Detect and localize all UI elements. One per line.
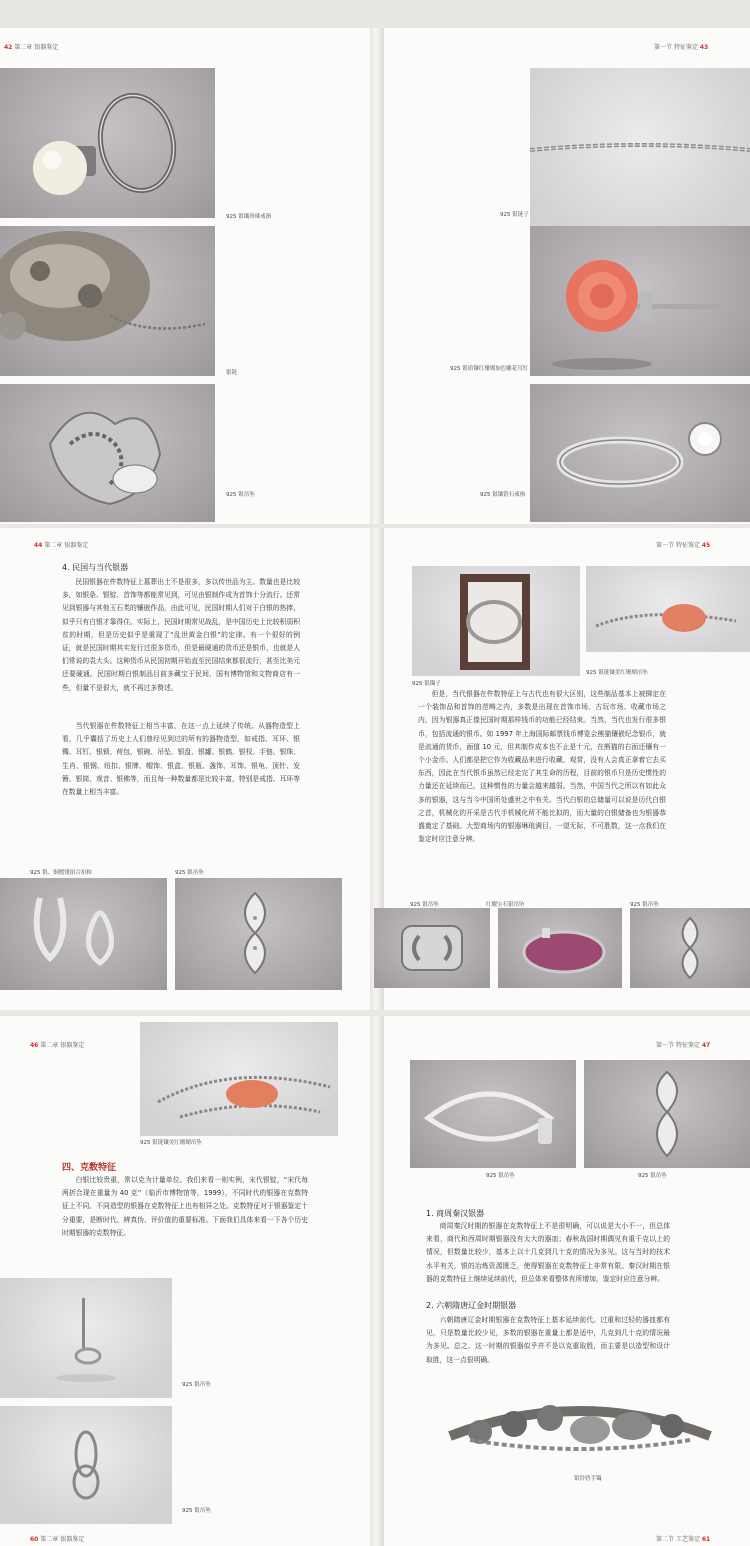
infinity-pendant-2-illustration: [584, 1060, 750, 1168]
running-header-left: 44 第二章 银器鉴定: [34, 542, 89, 549]
photo-pearl-ring: [0, 68, 215, 218]
body-paragraph: 六朝隋唐辽金时期银器在克数特征上基本延续前代。过重和过轻的器皿都有见，只是数量比较少见，多数的银器在重量上都是适中，几克到几十克的情况最为多见。总之，这一时期的银器似乎并不是以克重取胜，而主要是以造型和设计取胜，这一点很明确。: [426, 1316, 670, 1364]
photo-heart-pendant: [0, 384, 215, 522]
caption: 925 银链镶美红珊瑚吊坠: [140, 1140, 202, 1146]
page-number: 47: [701, 1042, 711, 1049]
heart-pendant-illustration: [0, 384, 215, 522]
photo-zircon-ring: [530, 384, 750, 522]
running-header-right: 第一节 特征鉴定 45: [656, 542, 711, 549]
caption: 925 银、铜镀铑组合扣和: [30, 870, 92, 876]
photo-double-c-pendant: [374, 908, 490, 988]
book-gutter: [370, 1016, 384, 1546]
caption: 925 银吊坠: [226, 492, 255, 498]
body-paragraph: 白银比较贵重，常以克为计量单位。我们来看一则实例，宋代银锭，“宋代每两折合现在重量为 40 克”（临沂市博物馆等，1999），不同时代的银器在克数特征上不同。不同造型的银器在克数特征上也有相异之处。克数特征对于银器鉴定十分重要，是断时代、辨真伪、评价值的重要标准。下面我们具体来看一下各个历史时期银器的克数特征。: [62, 1176, 308, 1237]
caption: 925 银链子: [500, 212, 529, 218]
double-c-pendant-illustration: [374, 908, 490, 988]
chapter-section-heading: 四、克数特征: [62, 1163, 117, 1173]
running-footer-right: 第二节 工艺鉴定 61: [656, 1536, 711, 1543]
caption: 925 银吊坠: [182, 1508, 211, 1514]
silver-bangle-illustration: [412, 566, 580, 676]
body-paragraph: 商周秦汉时期的银器在克数特征上不是很明确，可以说是大小不一，但总体来看，商代和西周时期银器没有太大的器皿；春秋战国时期偶见有重千克以上的情况，但数量比较少，基本上以十几克到几十克的情况为多见。这与当时的技术水平有关，银的冶炼资源匮乏，使得银器在克数特征上非常有限。秦汉时期在银器的克数特征上继续延续前代，但总体来看整体有所增加，鉴定时应注意分辨。: [426, 1222, 670, 1283]
photo-bell-bracelet: [440, 1396, 720, 1468]
body-paragraph: 当代银器在件数特征上相当丰富，在这一点上延续了传统。从器物造型上看，几乎囊括了历史上人们曾经见到过的所有的器物造型，如戒指、耳环、银镯、耳钉、银锁、荷包、银碗、吊坠、银盘、银罐、银鹤、银杈、手链、银珠、生肖、银钢、纽扣、银牌、帽饰、银盒、银瓶、盏饰、耳饰、银龟、顶针、发簪、银筒、观音、银佛等，而且每一种数量都是比较丰富，特别是戒指、耳环等在数量上相当丰富。: [62, 722, 300, 797]
photo-ornate-silver-lock: [0, 226, 215, 376]
photo-infinity-pendant-2: [584, 1060, 750, 1168]
coral-pendant-illustration: [586, 566, 750, 652]
page-number: 45: [701, 542, 711, 549]
caption: 925 银质镶红珊瑚加色雕花耳钉: [450, 366, 529, 372]
page-number: 42: [4, 44, 13, 51]
photo-infinity-pendant: [175, 878, 342, 990]
photo-coral-rose-earring: [530, 226, 750, 376]
photo-coral-pendant-chain: [140, 1022, 338, 1136]
book-gutter: [370, 28, 384, 524]
spread-44-45: [0, 528, 750, 1010]
pin-pendant-illustration: [0, 1278, 172, 1398]
photo-coral-pendant-chain: [586, 566, 750, 652]
photo-pendant-clasp: [0, 878, 167, 990]
caption: 925 银吊坠: [486, 1173, 515, 1179]
pearl-ring-illustration: [0, 68, 215, 218]
red-gem-pendant-illustration: [498, 908, 622, 988]
caption: 银铃铛手镯: [574, 1476, 602, 1482]
photo-leaf-pendant: [410, 1060, 576, 1168]
caption: 925 银镶锆石戒指: [480, 492, 526, 498]
body-paragraph: 民国银器在件数特征上墓葬出土不是很多，多以传世品为主。数量也是比较多，如银条、银锭、首饰等都能常见到，可见由银制作成为首饰十分流行。还常见到银器与其他玉石类的镶嵌作品，由此可见，民国时期人们对于白银的热捧，似乎只有白银才靠得住。实际上，民国时期常见战乱，是中国历史上比较积弱积贫的时期，但是历史似乎是重现了“乱世黄金白银”的定律。有一个很好的例证，就是民国时期其实发行过很多货币，但是最硬通的货币还是银币，也就是人们常说的袁大头。这种货币从民国初期开始直至民国结束都很流行，甚至比美元还要硬通。民国时期白银制品目前多藏宝于民间，国有博物馆和文物商店有一些，但量不是很大，就不再过多赘述。: [62, 578, 300, 692]
silver-chain-illustration: [530, 68, 750, 243]
zircon-ring-illustration: [530, 384, 750, 522]
photo-silver-chain: [530, 68, 750, 243]
spread-46-47: [0, 1016, 750, 1546]
photo-twist-pendant: [630, 908, 750, 988]
photo-link-pendant: [0, 1406, 172, 1524]
caption: 925 银吊坠: [175, 870, 204, 876]
running-footer-left: 60 第二章 银器鉴定: [30, 1536, 85, 1543]
page-number: 61: [701, 1536, 711, 1543]
caption: 925 银吊坠: [182, 1382, 211, 1388]
body-paragraph: 但是，当代银器在件数特征上与古代也有很大区别，这些制品基本上被铆定在一个装饰品和首饰的范畴之内，多数是出现在首饰市场、古玩市场、收藏市场之内，因为银器真正像民国时期那样钱币的功能已经结束。当然，当代也发行很多银币，包括流通的银币。如 1997 年上海国际邮票钱币博览会熊猫镶嵌纪念银币，就是流通的货币，面值 10 元，但其制作成本也不止是十元，在熊猫的右面还镶有一个小金币。人们都是把它作为收藏品来进行收藏、观赏，没有人会真正拿着它去买东西，因此在当代银币虽然已经走完了其生命的历程，目前的银币只是历史惯性的力量还在延续而已，这种惯性的力量会越来越弱。当然，中国当代之所以有如此众多的银器，这与当今中国所处盛世之中有关。当代白银的总储量可以说是历代白银之首，机械化的开采是古代手机械化所不能比拟的，而大量的白银储备也为银器恭盛奠定了基础。大型商场内的银器琳琅满目，一望无际，不可胜数，这一点我们在鉴定时应注意分辨。: [418, 690, 666, 844]
running-header-right: 第一节 特征鉴定 47: [656, 1042, 711, 1049]
photo-silver-bangle: [412, 566, 580, 676]
caption: 925 银镶珍珠戒指: [226, 214, 272, 220]
infinity-pendant-illustration: [175, 878, 342, 990]
caption: 红曜宝石银吊坠: [486, 902, 525, 908]
running-header-right: 第一节 特征鉴定 43: [654, 44, 709, 51]
caption: 925 银吊坠: [410, 902, 439, 908]
coral-rose-illustration: [530, 226, 750, 376]
photo-pin-pendant: [0, 1278, 172, 1398]
bell-bracelet-illustration: [440, 1396, 720, 1468]
coral-pendant-chain-illustration: [140, 1022, 338, 1136]
section-heading: 4. 民国与当代银器: [62, 563, 129, 572]
leaf-pendant-illustration: [410, 1060, 576, 1168]
pendant-clasp-illustration: [0, 878, 167, 990]
link-pendant-illustration: [0, 1406, 172, 1524]
subsection-heading: 2. 六朝隋唐辽金时期银器: [426, 1301, 517, 1310]
caption: 925 银链镶美红珊瑚吊坠: [586, 670, 648, 676]
caption: 银链: [226, 370, 238, 376]
caption: 925 银吊坠: [638, 1173, 667, 1179]
silver-lock-illustration: [0, 226, 215, 376]
page-number: 44: [34, 542, 43, 549]
spread-42-43: [0, 28, 750, 524]
page-number: 60: [30, 1536, 39, 1543]
page-number: 46: [30, 1042, 39, 1049]
running-header-left: 42 第二章 银器鉴定: [4, 44, 59, 51]
photo-red-gem-pendant: [498, 908, 622, 988]
page-number: 43: [699, 44, 709, 51]
caption: 925 银吊坠: [630, 902, 659, 908]
twist-pendant-illustration: [630, 908, 750, 988]
caption: 925 银镯子: [412, 681, 441, 687]
subsection-heading: 1. 商周秦汉银器: [426, 1209, 485, 1218]
running-header-left: 46 第二章 银器鉴定: [30, 1042, 85, 1049]
